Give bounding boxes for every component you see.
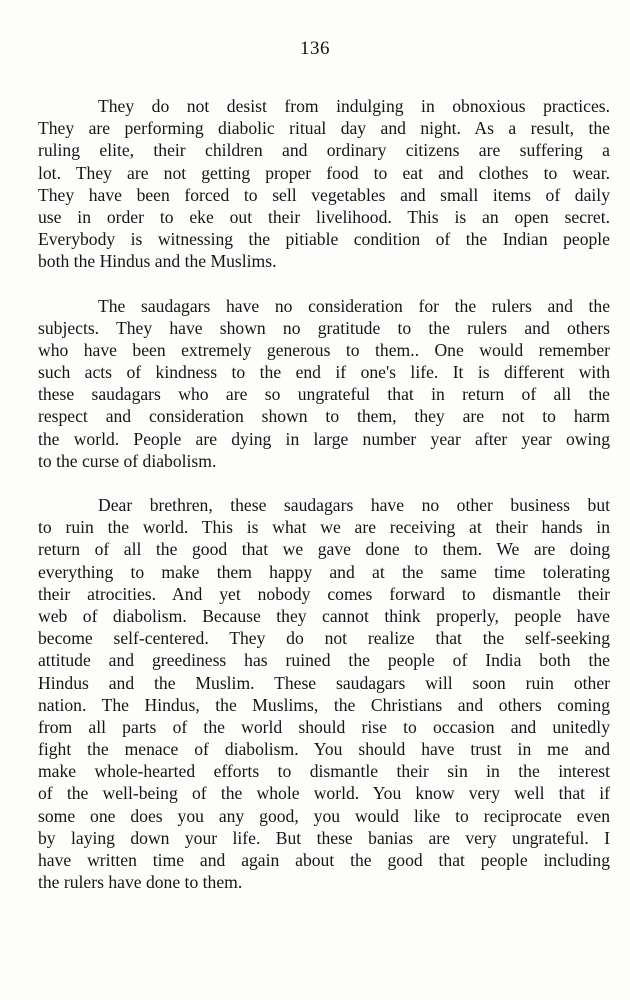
text-line: who have been extremely generous to them.. One would remember [38,339,610,360]
text-line: fight the menace of diabolism. You should have trust in me and [38,739,610,760]
page-number: 136 [300,38,330,59]
text-line: They are performing diabolic ritual day and night. As a result, the [38,118,610,139]
text-line: some one does you any good, you would like to reciprocate even [38,805,610,826]
text-line: to ruin the world. This is what we are receiving at their hands in [38,517,610,538]
text-line: They have been forced to sell vegetables and small items of daily [38,184,610,205]
text-line: their atrocities. And yet nobody comes forward to dismantle their [38,583,610,604]
text-line: make whole-hearted efforts to dismantle their sin in the interest [38,761,610,782]
text-line: these saudagars who are so ungrateful that in return of all the [38,384,610,405]
text-line: lot. They are not getting proper food to eat and clothes to wear. [38,162,610,183]
text-line: by laying down your life. But these banias are very ungrateful. I [38,827,610,848]
text-line: such acts of kindness to the end if one's life. It is different with [38,362,610,383]
text-line: have written time and again about the good that people including [38,850,610,870]
text-line: The saudagars have no consideration for the rulers and the [98,295,610,316]
text-line: use in order to eke out their livelihood. This is an open secret. [38,206,610,227]
text-line: of the well-being of the whole world. You know very well that if [38,783,610,804]
text-line: everything to make them happy and at the same time tolerating [38,561,610,582]
text-line: Everybody is witnessing the pitiable condition of the Indian people [38,229,610,250]
text-line: subjects. They have shown no gratitude to the rulers and others [38,317,610,338]
paragraph-1 [38,95,610,273]
body-text [38,95,610,915]
text-line: attitude and greediness has ruined the people of India both the [38,650,610,671]
paragraph-2 [38,295,610,473]
text-line: become self-centered. They do not realize that the self-seeking [38,628,610,649]
text-line: ruling elite, their children and ordinary citizens are suffering a [38,140,610,161]
text-line: They do not desist from indulging in obnoxious practices. [98,96,610,116]
text-line: the rulers have done to them. [38,872,243,893]
text-line: nation. The Hindus, the Muslims, the Christians and others coming [38,694,610,715]
paragraph-3 [38,494,610,893]
text-line: both the Hindus and the Muslims. [38,251,277,272]
text-line: the world. People are dying in large number year after year owing [38,428,610,449]
text-line: Hindus and the Muslim. These saudagars will soon ruin other [38,672,610,693]
text-line: web of diabolism. Because they cannot think properly, people have [38,605,610,626]
text-line: from all parts of the world should rise to occasion and unitedly [38,716,610,737]
text-line: Dear brethren, these saudagars have no other business but [98,495,610,515]
text-line: respect and consideration shown to them, they are not to harm [38,406,610,427]
text-line: return of all the good that we gave done to them. We are doing [38,539,610,560]
text-line: to the curse of diabolism. [38,450,217,471]
